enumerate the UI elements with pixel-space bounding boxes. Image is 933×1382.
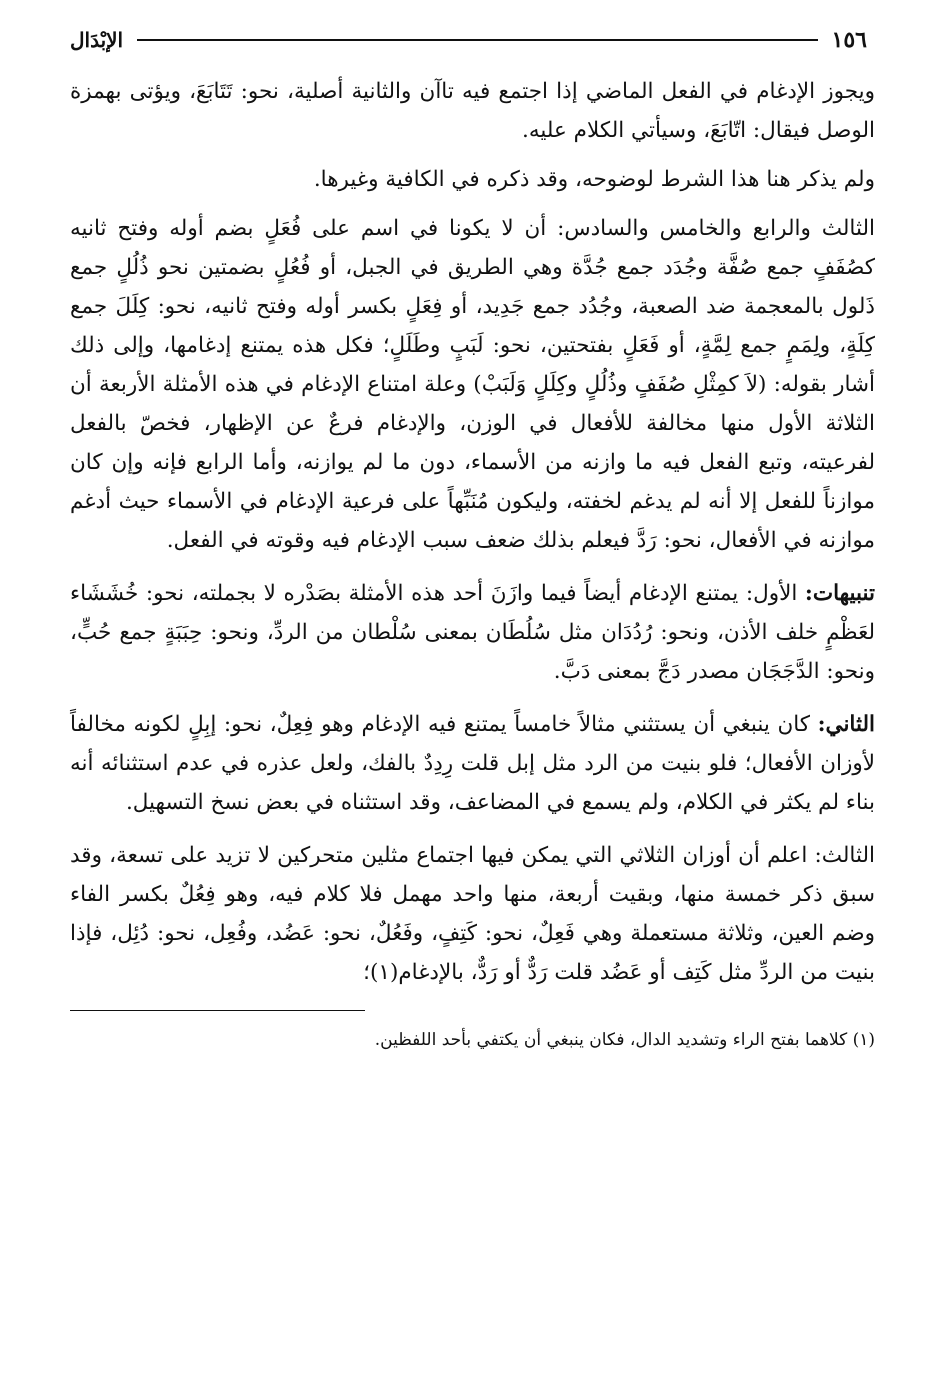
page-header (70, 18, 867, 62)
paragraph-text: الثالث والرابع والخامس والسادس: أن لا يكونا في اسم على فُعَلٍ بضم أوله وفتح ثانيه كصُفَفٍ جمع صُفَّة وجُدَد جمع جُدَّة وهي الطريق في الجبل، أو فُعُلٍ بضمتين نحو ذُلُلٍ جمع ذَلول بالمعجمة ضد الصعبة، وجُدُد جمع جَدِيد، أو فِعَلٍ بكسر أوله وفتح ثانيه، نحو: كِلَلَ جمع كِلَةٍ، ولِمَمٍ جمع لِمَّةٍ، أو فَعَلٍ بفتحتين، نحو: لَبَبٍ وطَلَلٍ؛ فكل هذه يمتنع إدغامها، وإلى ذلك أشار بقوله: (لاَ كمِثْلِ صُفَفٍ وذُلُلٍ وكِلَلٍ وَلَبَبْ) وعلة امتناع الإدغام في هذه الأمثلة الأربعة أن الثلاثة الأول منها مخالفة للأفعال في الوزن، والإدغام فرعٌ عن الإظهار، فخصّ بالفعل لفرعيته، وتبع الفعل فيه ما وازنه من الأسماء، دون ما لم يوازنه، وأما الرابع فإنه وإن كان موازناً للفعل إلا أنه لم يدغم لخفته، وليكون مُنَبِّهاً على فرعية الإدغام في الأسماء حيث أدغم موازنه في الأفعال، نحو: رَدَّ فيعلم بذلك ضعف سبب الإدغام فيه وقوته في الفعل. (70, 216, 876, 553)
paragraph-4 (70, 574, 875, 691)
header-rule (137, 39, 817, 41)
paragraph-2 (70, 160, 875, 199)
page-number: ١٥٦ (831, 27, 867, 53)
paragraph-text: كان ينبغي أن يستثني مثالاً خامساً يمتنع فيه الإدغام وهو فِعِلٌ، نحو: إبِلٍ لكونه مخالفاً لأوزان الأفعال؛ فلو بنيت من الرد مثل إبل قلت رِدِدٌ بالفك، ولعل عذره في عدم استثنائه أنه بناء لم يكثر في الكلام، ولم يسمع في المضاعف، وقد استثناه في بعض نسخ التسهيل. (70, 712, 875, 815)
running-head: الإبْدَال (70, 28, 124, 52)
paragraph-text: الثالث: اعلم أن أوزان الثلاثي التي يمكن فيها اجتماع مثلين متحركين لا تزيد على تسعة، وقد سبق ذكر خمسة منها، وبقيت أربعة، منها واحد مهمل فلا كلام فيه، وهو فِعُلٌ بكسر الفاء وضم العين، وثلاثة مستعملة وهي فَعِلٌ، نحو: كَتِفٍ، وفَعُلٌ، نحو: عَضُد، وفُعِل، نحو: دُئِل، فإذا بنيت من الردِّ مثل كَتِف أو عَضُد قلت رَدٌّ أو رَدٌّ، بالإدغام(١)؛ (70, 843, 875, 985)
footnotes (70, 1010, 875, 1055)
paragraph-3 (70, 209, 875, 560)
paragraph-text: ويجوز الإدغام في الفعل الماضي إذا اجتمع فيه تاآن والثانية أصلية، نحو: تَتَابَعَ، ويؤتى بهمزة الوصل فيقال: اتّابَعَ، وسيأتي الكلام عليه. (70, 79, 875, 143)
paragraph-text: ولم يذكر هنا هذا الشرط لوضوحه، وقد ذكره في الكافية وغيرها. (313, 167, 875, 192)
paragraph-5 (70, 705, 875, 822)
footnote-1: (١) كلاهما بفتح الراء وتشديد الدال، فكان ينبغي أن يكتفي بأحد اللفظين. (374, 1030, 875, 1050)
paragraph-lead: تنبيهات: (804, 581, 875, 606)
paragraph-text: الأول: يمتنع الإدغام أيضاً فيما وازَنَ أحد هذه الأمثلة بصَدْره لا بجملته، نحو: خُشَشَاء لعَظْمٍ خلف الأذن، ونحو: رُدُدَان مثل سُلُطَان بمعنى سُلْطان من الردِّ، ونحو: حِبَبَةٍ جمع حُبٍّ، ونحو: الدَّجَجَان مصدر دَجَّ بمعنى دَبَّ. (70, 581, 875, 684)
footnote-rule (70, 1010, 365, 1011)
body-text (70, 72, 875, 992)
paragraph-1 (70, 72, 875, 150)
paragraph-6 (70, 836, 875, 992)
paragraph-lead: الثاني: (817, 712, 875, 737)
